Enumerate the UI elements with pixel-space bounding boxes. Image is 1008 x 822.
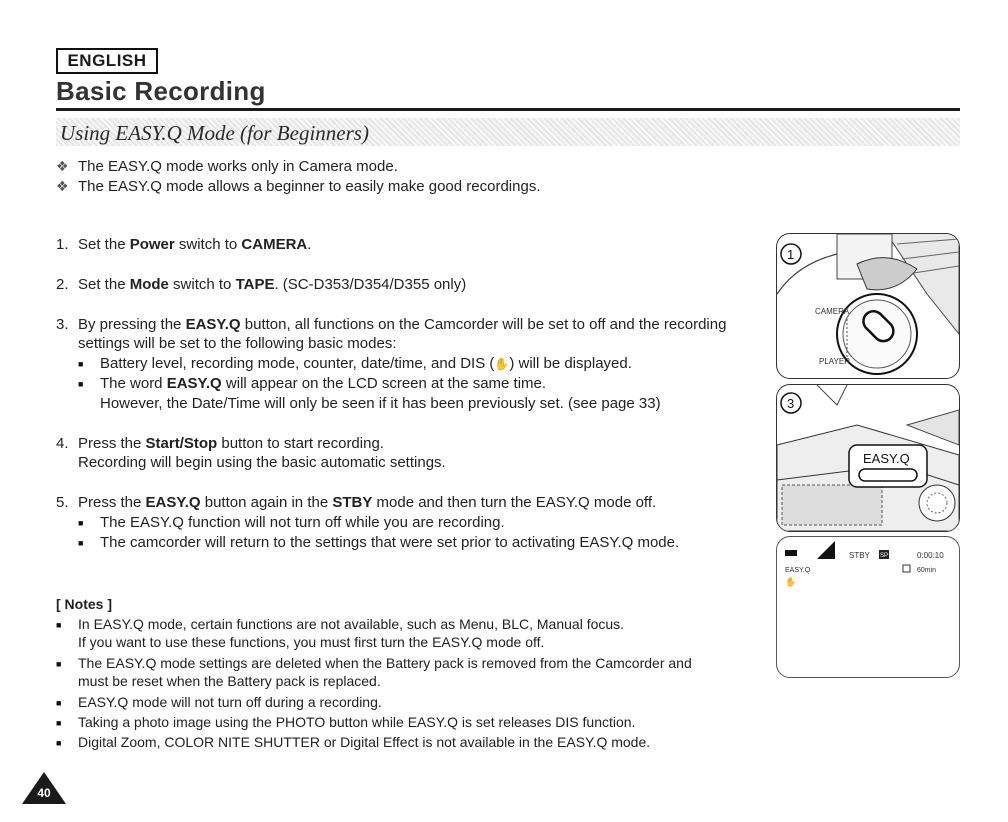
note-item: ■ EASY.Q mode will not turn off during a recording. bbox=[56, 694, 382, 710]
step-3: 3. By pressing the EASY.Q button, all functions on the Camcorder will be set to off and the recording bbox=[56, 316, 727, 333]
figure-badge: 3 bbox=[787, 396, 795, 411]
step-2: 2. Set the Mode switch to TAPE. (SC-D353/D354/D355 only) bbox=[56, 276, 467, 293]
diamond-bullet-icon: ❖ bbox=[56, 158, 69, 174]
lcd-display bbox=[777, 537, 959, 677]
square-bullet-icon: ■ bbox=[78, 359, 84, 370]
square-bullet-icon: ■ bbox=[78, 379, 84, 390]
step-5-bullet: ■ The camcorder will return to the settings that were set prior to activating EASY.Q mode. bbox=[78, 534, 680, 551]
step-3-bullet: ■ The word EASY.Q will appear on the LCD screen at the same time. bbox=[78, 375, 547, 392]
dis-hand-icon: ✋ bbox=[494, 357, 510, 371]
figure-easyq-button bbox=[776, 384, 960, 532]
language-label: ENGLISH bbox=[56, 48, 158, 74]
lcd-status: STBY bbox=[849, 551, 870, 560]
lcd-tape: 60min bbox=[917, 567, 937, 574]
title-divider bbox=[56, 108, 960, 111]
square-bullet-icon: ■ bbox=[56, 737, 62, 748]
page-title: Basic Recording bbox=[56, 76, 266, 106]
lcd-counter: 0:00:10 bbox=[917, 551, 944, 560]
square-bullet-icon: ■ bbox=[56, 717, 62, 728]
easyq-button-label: EASY.Q bbox=[863, 451, 910, 466]
step-3-line2: settings will be set to the following basic modes: bbox=[78, 335, 397, 352]
page-number: 40 bbox=[37, 786, 51, 800]
lcd-mode: SP bbox=[880, 553, 889, 559]
intro-item: ❖ The EASY.Q mode allows a beginner to easily make good recordings. bbox=[56, 178, 541, 195]
step-4: 4. Press the Start/Stop button to start recording. bbox=[56, 435, 384, 452]
page-number-marker bbox=[22, 772, 66, 804]
square-bullet-icon: ■ bbox=[56, 658, 62, 669]
camcorder-switch-illustration bbox=[777, 234, 959, 378]
switch-label-player: PLAYER bbox=[819, 357, 850, 366]
note-item: ■ The EASY.Q mode settings are deleted when the Battery pack is removed from the Camcorder and bbox=[56, 655, 692, 671]
lcd-easyq: EASY.Q bbox=[785, 567, 811, 574]
step-3-bullet-cont: However, the Date/Time will only be seen if it has been previously set. (see page 33) bbox=[100, 395, 661, 412]
step-5-bullet: ■ The EASY.Q function will not turn off while you are recording. bbox=[78, 514, 505, 531]
switch-label-camera: CAMERA bbox=[815, 307, 850, 316]
battery-icon bbox=[785, 550, 797, 556]
square-bullet-icon: ■ bbox=[56, 619, 62, 630]
notes-heading: [ Notes ] bbox=[56, 596, 112, 612]
note-item: ■ Digital Zoom, COLOR NITE SHUTTER or Digital Effect is not available in the EASY.Q mode. bbox=[56, 734, 651, 750]
note-item-cont: must be reset when the Battery pack is replaced. bbox=[78, 673, 381, 689]
note-item: ■ Taking a photo image using the PHOTO button while EASY.Q is set releases DIS function. bbox=[56, 714, 636, 730]
step-4-line2: Recording will begin using the basic automatic settings. bbox=[78, 454, 446, 471]
section-title: Using EASY.Q Mode (for Beginners) bbox=[60, 121, 369, 145]
step-1: 1. Set the Power switch to CAMERA. bbox=[56, 236, 312, 253]
note-item-cont: If you want to use these functions, you must first turn the EASY.Q mode off. bbox=[78, 634, 545, 650]
figure-power-switch bbox=[776, 233, 960, 379]
intro-item: ❖ The EASY.Q mode works only in Camera mode. bbox=[56, 158, 398, 175]
diamond-bullet-icon: ❖ bbox=[56, 178, 69, 194]
square-bullet-icon: ■ bbox=[78, 538, 84, 549]
figure-badge: 1 bbox=[787, 247, 795, 262]
dis-hand-icon: ✋ bbox=[785, 578, 797, 588]
camcorder-button-illustration bbox=[777, 385, 959, 531]
square-bullet-icon: ■ bbox=[56, 697, 62, 708]
lcd-screen bbox=[776, 536, 960, 678]
step-3-bullet: ■ Battery level, recording mode, counter, date/time, and DIS (✋) will be displayed. bbox=[78, 355, 632, 372]
step-5: 5. Press the EASY.Q button again in the STBY mode and then turn the EASY.Q mode off. bbox=[56, 494, 657, 511]
note-item: ■ In EASY.Q mode, certain functions are not available, such as Menu, BLC, Manual focus. bbox=[56, 616, 625, 632]
square-bullet-icon: ■ bbox=[78, 518, 84, 529]
